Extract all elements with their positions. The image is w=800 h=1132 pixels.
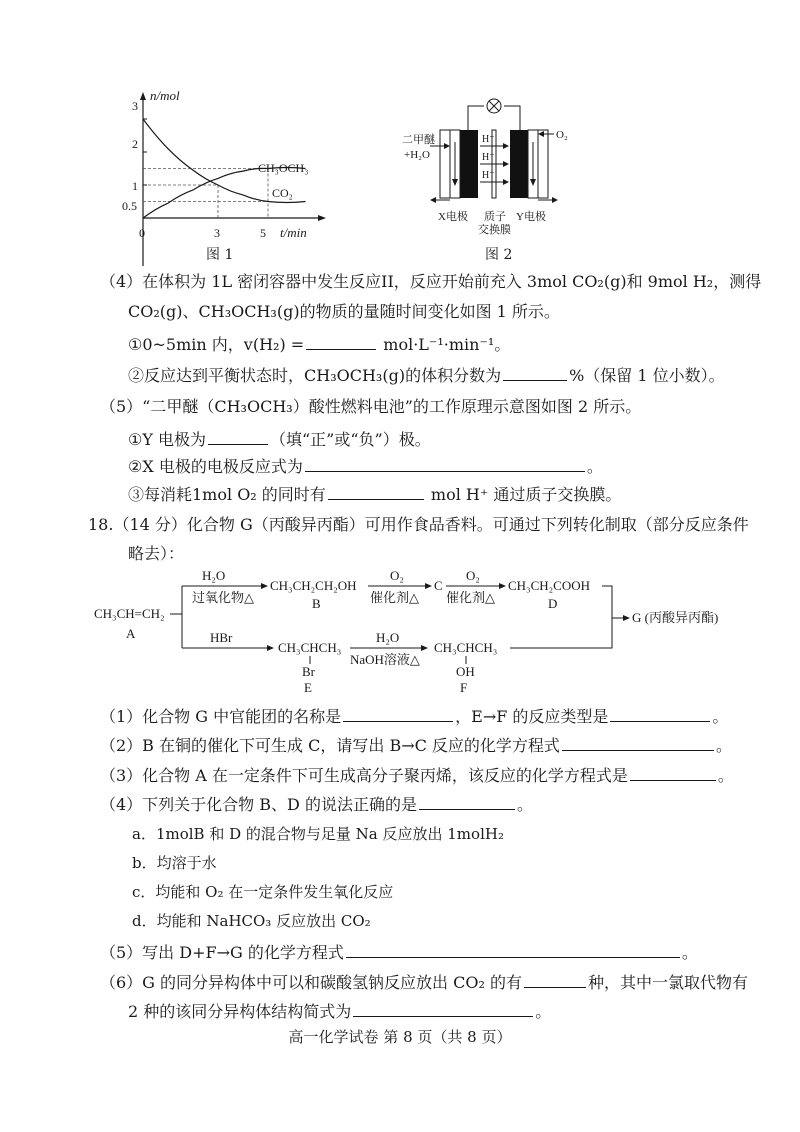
answer-blank-reaction-type[interactable]	[610, 705, 710, 722]
q18-sub3-post: 。	[717, 766, 734, 785]
output-right-arrow	[552, 197, 558, 203]
y-electrode-label: Y电极	[516, 211, 546, 223]
reaction-scheme-svg	[90, 566, 770, 696]
q17-p5-sub3-post: mol H⁺ 通过质子交换膜。	[430, 485, 622, 504]
x-axis-label: t/min	[280, 225, 307, 240]
top-arrow-2-head	[425, 583, 432, 589]
compound-f-substituent: OH	[456, 664, 475, 679]
top-arrow-1-head	[261, 583, 268, 589]
left-input-label-1: 二甲醚	[402, 134, 435, 146]
circuit-wire-right	[504, 106, 520, 132]
ion-arrow-head-2	[503, 161, 509, 167]
y-tick-2: 2	[132, 137, 138, 151]
top-arrow-3-head	[499, 583, 506, 589]
naoh-condition: NaOH溶液△	[350, 652, 420, 667]
q18-heading-line2: 略去）：	[128, 544, 185, 563]
q18-sub3	[100, 764, 734, 787]
q18-sub6-pre: （6）G 的同分异构体中可以和碳酸氢钠反应放出 CO₂ 的有	[100, 973, 522, 992]
q18-sub2-pre: （2）B 在铜的催化下可生成 C，请写出 B→C 反应的化学方程式	[100, 736, 560, 755]
q17-p4-line2: CO₂(g)、CH₃OCH₃(g)的物质的量随时间变化如图 1 所示。	[128, 302, 560, 321]
q17-p4-sub2-post: %（保留 1 位小数）。	[569, 366, 725, 385]
ion-arrow-head-3	[503, 179, 509, 185]
q18-heading-line1: 18.（14 分）化合物 G（丙酸异丙酯）可用作食品香料。可通过下列转化制取（部分反应条件	[88, 515, 749, 534]
compound-f-label: F	[460, 680, 468, 695]
x-axis-arrow	[318, 215, 326, 221]
ion-label-1: H⁺	[482, 134, 495, 145]
q17-p5: （5）“二甲醚（CH₃OCH₃）酸性燃料电池”的工作原理示意图如图 2 所示。	[100, 397, 642, 416]
q18-option-c: c．均能和 O₂ 在一定条件发生氧化反应	[132, 883, 394, 901]
fuel-cell-svg	[400, 90, 590, 250]
q18-sub5-pre: （5）写出 D+F→G 的化学方程式	[100, 943, 344, 962]
top-reagent: H₂O	[202, 568, 226, 583]
compound-f-formula: CH₃CHCH₃	[434, 640, 498, 655]
figure-2-fuel-cell	[400, 90, 590, 250]
merge-arrow-head	[623, 615, 630, 621]
bottom-reagent: HBr	[210, 630, 233, 645]
product-g: G (丙酸异丙酯)	[632, 610, 719, 625]
q17-p5-sub1-pre: ①Y 电极为	[128, 430, 206, 449]
y-axis-label: n/mol	[150, 88, 180, 103]
q18-sub2	[100, 734, 732, 757]
q18-sub1-mid: ，E→F 的反应类型是	[455, 707, 609, 726]
q17-p5-sub1-post: （填“正”或“负”）极。	[270, 430, 431, 449]
compound-b-label: B	[312, 596, 321, 611]
bottom-arrow-2-head	[421, 645, 428, 651]
q18-sub4-post: 。	[516, 795, 533, 814]
bottom-arrow-1-head	[267, 645, 274, 651]
o2-reagent-1: O₂	[390, 568, 404, 583]
q17-p4-sub2	[128, 364, 725, 387]
x-tick-3: 3	[214, 226, 220, 240]
compound-e-label: E	[304, 680, 312, 695]
flow-right-arrow	[530, 179, 536, 186]
compound-a-formula: CH₃CH=CH₂	[94, 606, 165, 621]
output-left-arrow	[430, 197, 436, 203]
answer-blank-y-electrode[interactable]	[208, 428, 268, 445]
series-label-co2: CO₂	[272, 186, 293, 200]
q17-p5-sub1	[128, 428, 431, 451]
compound-d-label: D	[548, 596, 558, 611]
q18-sub1	[100, 705, 728, 728]
q18-sub6-line1	[100, 971, 748, 994]
compound-c-label: C	[434, 578, 443, 593]
water-reagent: H₂O	[376, 630, 400, 645]
merge-bottom	[510, 618, 612, 648]
q17-p4-sub1	[128, 333, 510, 356]
x-tick-5: 5	[260, 226, 266, 240]
input-right-arrow	[538, 131, 544, 137]
q18-sub2-post: 。	[715, 736, 732, 755]
q18-sub5	[100, 941, 698, 964]
answer-blank-isomer-structure[interactable]	[353, 1000, 533, 1017]
y-axis-arrow	[140, 92, 146, 100]
y-electrode	[510, 130, 528, 198]
compound-d-formula: CH₃CH₂COOH	[508, 578, 591, 593]
q18-sub4-pre: （4）下列关于化合物 B、D 的说法正确的是	[100, 795, 417, 814]
q18-option-b: b．均溶于水	[132, 854, 217, 872]
answer-blank-functional-group[interactable]	[343, 705, 453, 722]
answer-blank-polymer-eq[interactable]	[630, 764, 716, 781]
q18-sub4	[100, 793, 533, 816]
x-electrode	[460, 130, 478, 198]
input-left-arrow	[444, 143, 450, 149]
x-electrode-label: X电极	[438, 211, 468, 223]
answer-blank-esterification-eq[interactable]	[346, 941, 680, 958]
page-footer: 高一化学试卷 第 8 页（共 8 页）	[288, 1028, 512, 1046]
ion-arrow-head-1	[503, 143, 509, 149]
housing-right	[538, 130, 548, 198]
answer-blank-correct-options[interactable]	[419, 793, 515, 810]
left-input-label-2: +H₂O	[404, 149, 430, 161]
q18-sub6-line2-pre: 2 种的该同分异构体结构简式为	[128, 1002, 352, 1021]
chart-svg	[110, 86, 330, 266]
answer-blank-b-to-c-eq[interactable]	[562, 734, 714, 751]
compound-e-substituent: Br	[302, 664, 315, 679]
q17-p5-sub2-pre: ②X 电极的电极反应式为	[128, 457, 303, 476]
answer-blank-isomer-count[interactable]	[524, 971, 586, 988]
q17-p4-sub2-pre: ②反应达到平衡状态时，CH₃OCH₃(g)的体积分数为	[128, 366, 502, 385]
q18-sub1-pre: （1）化合物 G 中官能团的名称是	[100, 707, 342, 726]
catalyst-2: 催化剂△	[446, 590, 495, 605]
y-tick-3: 3	[132, 99, 138, 113]
answer-blank-volume-fraction[interactable]	[503, 364, 567, 381]
membrane-label-2: 交换膜	[478, 224, 511, 236]
q17-p5-sub2	[128, 455, 603, 478]
q17-p5-sub2-post: 。	[586, 457, 603, 476]
x-tick-0: 0	[139, 226, 145, 240]
ion-label-2: H⁺	[482, 152, 495, 163]
housing-left	[440, 130, 450, 198]
answer-blank-h-ions[interactable]	[328, 483, 424, 500]
y-tick-0.5: 0.5	[122, 199, 137, 213]
q17-p4-sub1-pre: ①0~5min 内，v(H₂) =	[128, 335, 305, 354]
membrane-label-1: 质子	[484, 211, 506, 223]
q18-sub6-post: 种，其中一氯取代物有	[588, 973, 749, 992]
q17-p4-sub1-post: mol·L⁻¹·min⁻¹。	[383, 335, 511, 354]
q17-p5-sub3	[128, 483, 621, 506]
q18-option-a: a．1molB 和 D 的混合物与足量 Na 反应放出 1molH₂	[132, 825, 504, 843]
q18-sub6-line2	[128, 1000, 551, 1023]
q18-sub3-pre: （3）化合物 A 在一定条件下可生成高分子聚丙烯，该反应的化学方程式是	[100, 766, 628, 785]
q18-sub6-line2-post: 。	[535, 1002, 552, 1021]
figure-1-chart	[110, 86, 330, 266]
answer-blank-vh2[interactable]	[306, 333, 376, 350]
figure-2-caption: 图 2	[485, 247, 513, 263]
q18-sub1-post: 。	[712, 707, 729, 726]
figure-1-caption: 图 1	[206, 247, 234, 263]
catalyst-1: 催化剂△	[370, 590, 419, 605]
top-condition: 过氧化物△	[192, 590, 254, 605]
q18-option-d: d．均能和 NaHCO₃ 反应放出 CO₂	[132, 912, 371, 930]
compound-e-formula: CH₃CHCH₃	[278, 640, 342, 655]
series-label-ch3och3: CH₃OCH₃	[258, 161, 309, 175]
answer-blank-x-electrode-eq[interactable]	[305, 455, 585, 472]
reaction-scheme	[90, 566, 770, 696]
o2-reagent-2: O₂	[466, 568, 480, 583]
compound-a-label: A	[126, 626, 136, 641]
flow-left-arrow	[452, 179, 458, 186]
right-input-label: O₂	[556, 129, 568, 141]
ion-label-3: H⁺	[482, 170, 495, 181]
circuit-wire	[468, 106, 484, 132]
q17-p4-line1: （4）在体积为 1L 密闭容器中发生反应II，反应开始前充入 3mol CO₂(g)和 9mol H₂，测得	[100, 272, 762, 291]
compound-b-formula: CH₃CH₂CH₂OH	[270, 578, 357, 593]
q17-p5-sub3-pre: ③每消耗1mol O₂ 的同时有	[128, 485, 326, 504]
merge-top	[602, 586, 612, 618]
q18-sub5-post: 。	[681, 943, 698, 962]
y-tick-1: 1	[132, 179, 138, 193]
